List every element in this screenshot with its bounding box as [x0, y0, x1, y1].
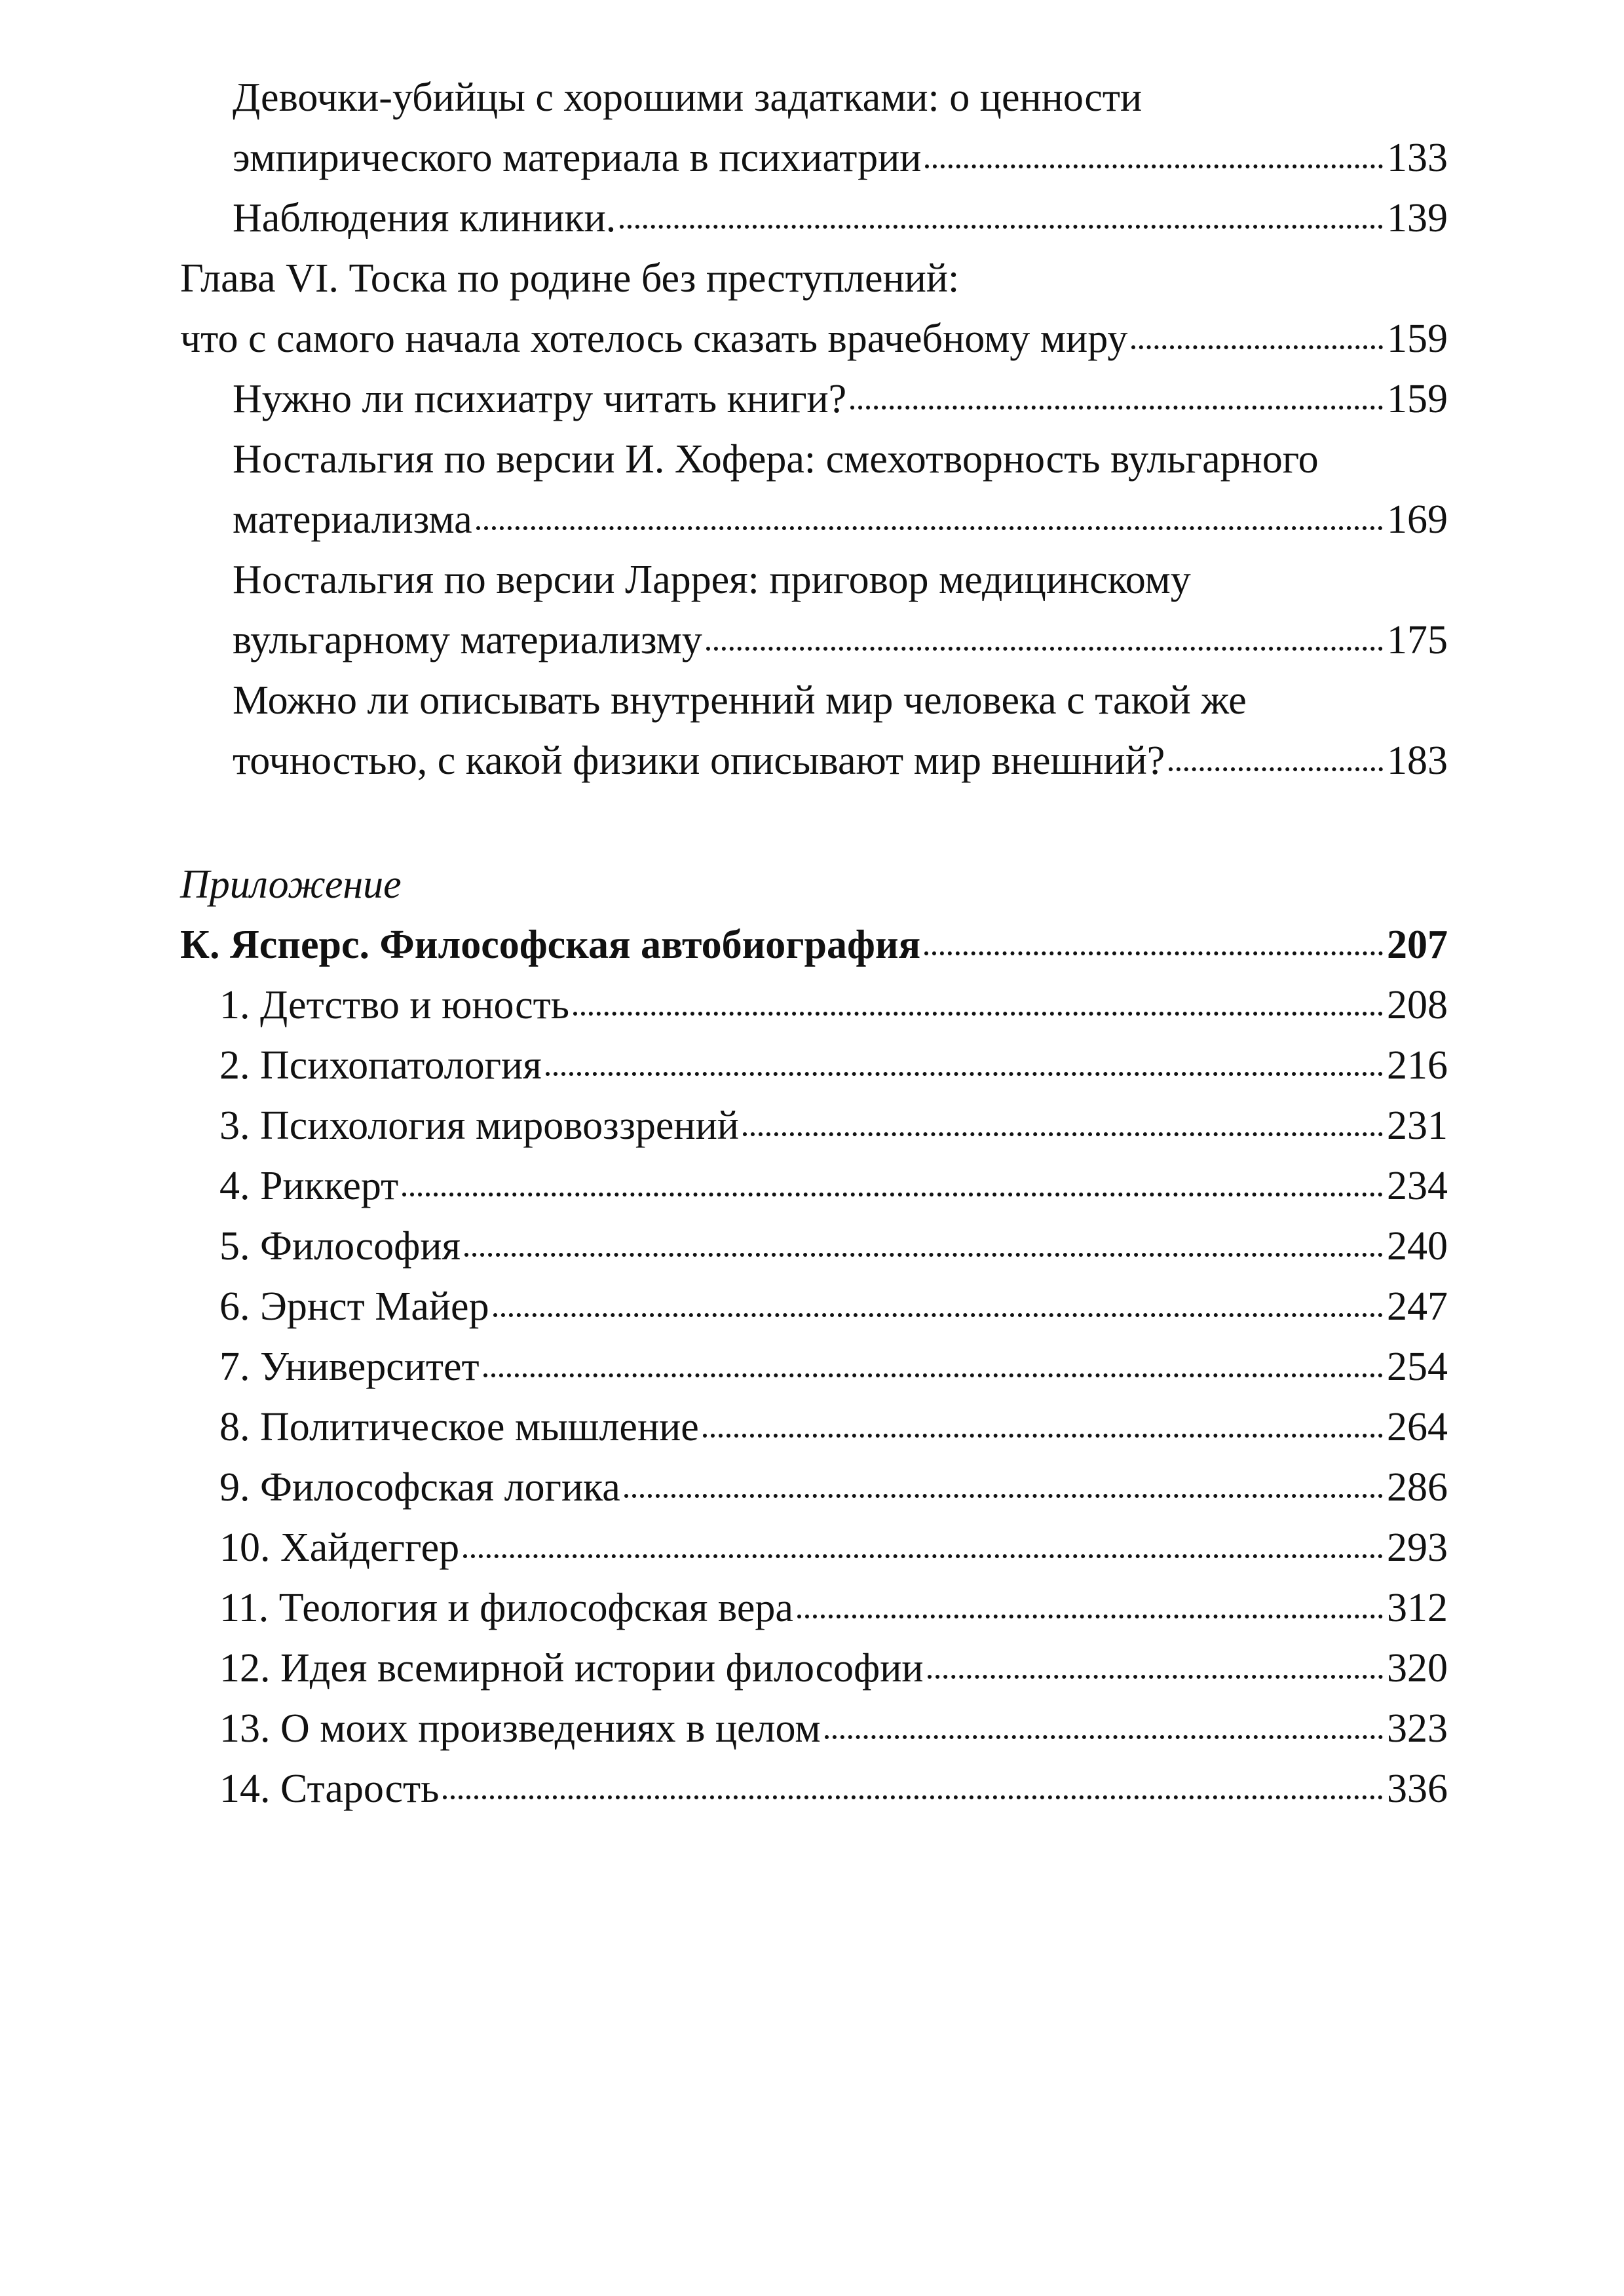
toc-entry-hofer-line-1 — [180, 429, 1448, 489]
dot-leader — [825, 1735, 1383, 1739]
toc-entry-title: точностью, с какой физики описывают мир внешний? — [233, 738, 1165, 783]
toc-entry-larrey-line-1 — [180, 550, 1448, 610]
toc-appendix-item — [180, 1337, 1448, 1397]
toc-entry-title: 11. Теология и философская вера — [219, 1586, 793, 1630]
toc-page-number: 133 — [1387, 136, 1448, 180]
toc-entry-title: эмпирического материала в психиатрии — [233, 136, 922, 180]
toc-page-number: 183 — [1387, 738, 1448, 783]
toc-appendix-item — [180, 1518, 1448, 1578]
toc-entry-books — [180, 369, 1448, 429]
appendix-label: Приложение — [180, 862, 402, 907]
toc-appendix-item — [180, 975, 1448, 1035]
dot-leader — [624, 1494, 1383, 1498]
toc-entry-title: 2. Психопатология — [219, 1043, 542, 1088]
toc-entry-title: 14. Старость — [219, 1767, 440, 1811]
dot-leader — [464, 1253, 1383, 1257]
toc-entry-title: 10. Хайдеггер — [219, 1525, 460, 1570]
toc-entry-clinic — [180, 188, 1448, 248]
toc-page-number: 320 — [1387, 1646, 1448, 1691]
dot-leader — [573, 1012, 1383, 1016]
toc-entry-inner-line-1 — [180, 670, 1448, 731]
toc-chapter-6-line-2 — [180, 309, 1448, 369]
toc-entry-title: материализма — [233, 497, 472, 542]
toc-entry-title: 7. Университет — [219, 1345, 480, 1389]
dot-leader — [925, 164, 1383, 168]
toc-page-number: 159 — [1387, 316, 1448, 361]
toc-entry-hofer-line-2 — [180, 489, 1448, 550]
toc-page-number: 234 — [1387, 1164, 1448, 1208]
toc-appendix-item — [180, 1457, 1448, 1518]
toc-appendix-item — [180, 1698, 1448, 1759]
toc-entry-title: 4. Риккерт — [219, 1164, 399, 1208]
toc-entry-title: 1. Детство и юность — [219, 983, 569, 1027]
toc-page-number: 240 — [1387, 1224, 1448, 1269]
toc-entry-title: вульгарному материализму — [233, 618, 702, 662]
toc-chapter-6-line-1 — [180, 248, 1448, 309]
dot-leader — [402, 1193, 1383, 1196]
toc-entry-title: 12. Идея всемирной истории философии — [219, 1646, 924, 1691]
toc-appendix-item — [180, 1096, 1448, 1156]
toc-entry-title: Девочки-убийцы с хорошими задатками: о ценности — [233, 75, 1142, 120]
toc-entry-girls-line-2 — [180, 128, 1448, 188]
toc-page-number: 169 — [1387, 497, 1448, 542]
dot-leader — [493, 1313, 1383, 1317]
toc-page-number: 216 — [1387, 1043, 1448, 1088]
section-gap — [180, 791, 1448, 854]
dot-leader — [850, 406, 1383, 410]
toc-page-number: 207 — [1387, 923, 1448, 967]
toc-appendix-item — [180, 1638, 1448, 1698]
toc-entry-title: Наблюдения клиники. — [233, 196, 616, 240]
toc-entry-title: Ностальгия по версии И. Хофера: смехотворность вульгарного — [233, 437, 1319, 482]
dot-leader — [476, 526, 1383, 530]
toc-page-number: 286 — [1387, 1465, 1448, 1510]
toc-entry-girls-line-1 — [180, 67, 1448, 128]
dot-leader — [797, 1615, 1383, 1618]
toc-entry-title: Можно ли описывать внутренний мир человека с такой же — [233, 678, 1247, 723]
toc-entry-title: 3. Психология мировоззрений — [219, 1103, 739, 1148]
dot-leader — [924, 951, 1383, 955]
dot-leader — [743, 1132, 1383, 1136]
dot-leader — [483, 1373, 1383, 1377]
toc-appendix-item — [180, 1397, 1448, 1457]
toc-entry-larrey-line-2 — [180, 610, 1448, 670]
toc-page-number: 139 — [1387, 196, 1448, 240]
toc-page-number: 159 — [1387, 377, 1448, 421]
toc-appendix-item — [180, 1216, 1448, 1276]
dot-leader — [443, 1795, 1383, 1799]
dot-leader — [620, 225, 1383, 229]
toc-page-number: 175 — [1387, 618, 1448, 662]
toc-appendix-main — [180, 915, 1448, 975]
toc-appendix-item — [180, 1035, 1448, 1096]
toc-appendix-item — [180, 1276, 1448, 1337]
toc-appendix-item — [180, 1578, 1448, 1638]
toc-entry-title: 5. Философия — [219, 1224, 461, 1269]
dot-leader — [1131, 345, 1383, 349]
toc-page-number: 208 — [1387, 983, 1448, 1027]
toc-entry-title: 13. О моих произведениях в целом — [219, 1706, 821, 1751]
toc-entry-title: 9. Философская логика — [219, 1465, 620, 1510]
toc-chapter-title: Глава VI. Тоска по родине без преступлений: — [180, 256, 960, 301]
dot-leader — [703, 1434, 1383, 1438]
toc-page-number: 254 — [1387, 1345, 1448, 1389]
toc-page-number: 264 — [1387, 1405, 1448, 1449]
dot-leader — [546, 1072, 1383, 1076]
toc-page-number: 231 — [1387, 1103, 1448, 1148]
toc-entry-title: 6. Эрнст Майер — [219, 1284, 489, 1329]
toc-page-number: 247 — [1387, 1284, 1448, 1329]
dot-leader — [928, 1675, 1383, 1679]
toc-entry-inner-line-2 — [180, 731, 1448, 791]
toc-appendix-item — [180, 1156, 1448, 1216]
dot-leader — [463, 1554, 1383, 1558]
toc-entry-title: Ностальгия по версии Ларрея: приговор медицинскому — [233, 558, 1191, 602]
toc-chapter-title: что с самого начала хотелось сказать врачебному миру — [180, 316, 1128, 361]
dot-leader — [1169, 767, 1383, 771]
toc-appendix-item — [180, 1759, 1448, 1819]
dot-leader — [706, 647, 1383, 651]
toc-page-number: 293 — [1387, 1525, 1448, 1570]
table-of-contents — [180, 67, 1448, 1819]
appendix-item-list — [180, 975, 1448, 1819]
toc-page-number: 312 — [1387, 1586, 1448, 1630]
toc-page-number: 323 — [1387, 1706, 1448, 1751]
toc-page-number: 336 — [1387, 1767, 1448, 1811]
toc-entry-title: 8. Политическое мышление — [219, 1405, 699, 1449]
toc-appendix-title: К. Ясперс. Философская автобиография — [180, 923, 921, 967]
toc-entry-title: Нужно ли психиатру читать книги? — [233, 377, 847, 421]
